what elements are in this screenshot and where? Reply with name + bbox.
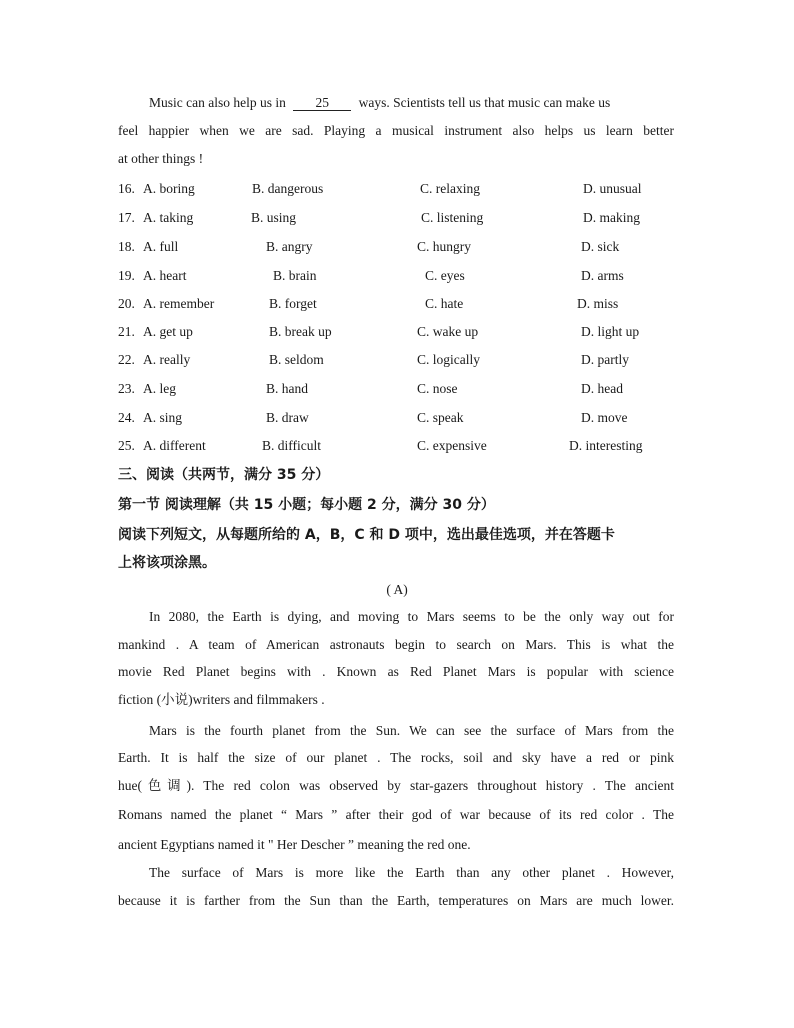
question-number: 16. [118,181,135,196]
option-d: D. head [581,381,623,396]
option-b: B. angry [266,239,313,254]
cloze-line-3: at other things ! [118,151,204,166]
passage-line: mankind . A team of American astronauts begin to search on Mars. This is what the [118,637,674,652]
option-b: B. seldom [269,352,324,367]
option-c: C. wake up [417,324,479,339]
option-d: D. making [583,210,640,225]
question-number: 17. [118,210,135,225]
option-c: C. relaxing [420,181,480,196]
option-b: B. using [251,210,297,225]
option-a: A. different [143,438,206,453]
option-a: A. remember [143,296,215,311]
option-a: A. leg [143,381,176,396]
option-c: C. nose [417,381,458,396]
question-number: 21. [118,324,135,339]
passage-line: Earth. It is half the size of our planet . The rocks, soil and sky have a red or pink [118,750,674,765]
question-number: 25. [118,438,135,453]
option-c: C. listening [421,210,484,225]
cloze-line-1 [118,94,674,112]
passage-line: because it is farther from the Sun than the Earth, temperatures on Mars are much lower. [118,893,674,908]
question-number: 22. [118,352,135,367]
passage-line: fiction (小说)writers and filmmakers . [118,692,325,707]
option-b: B. difficult [262,438,321,453]
option-d: D. partly [581,352,629,367]
option-c: C. expensive [417,438,487,453]
cloze-line-2: feel happier when we are sad. Playing a musical instrument also helps us learn better [118,123,674,138]
option-a: A. heart [143,268,187,283]
option-c: C. speak [417,410,464,425]
cloze-text: ways. Scientists tell us that music can make us [358,95,611,110]
option-b: B. hand [266,381,308,396]
option-b: B. brain [273,268,317,283]
question-number: 23. [118,381,135,396]
question-number: 20. [118,296,135,311]
option-d: D. interesting [569,438,643,453]
passage-line: Mars is the fourth planet from the Sun. We can see the surface of Mars from the [149,723,674,738]
option-a: A. get up [143,324,193,339]
option-b: B. draw [266,410,309,425]
option-a: A. really [143,352,191,367]
option-c: C. eyes [425,268,465,283]
passage-line: In 2080, the Earth is dying, and moving to Mars seems to be the only way out for [149,609,674,624]
question-number: 24. [118,410,135,425]
part-title: 第一节 阅读理解（共 15 小题；每小题 2 分，满分 30 分） [118,497,495,513]
instruction-line-1: 阅读下列短文，从每题所给的 A，B，C 和 D 项中，选出最佳选项，并在答题卡 [118,527,615,543]
option-d: D. arms [581,268,624,283]
option-b: B. break up [269,324,332,339]
option-a: A. taking [143,210,194,225]
section-heading: 三、阅读（共两节，满分 35 分） [118,467,330,483]
option-c: C. hate [425,296,464,311]
passage-label: ( A) [386,582,408,597]
option-d: D. unusual [583,181,642,196]
question-number: 19. [118,268,135,283]
instruction-line-2: 上将该项涂黑。 [118,555,216,571]
option-a: A. sing [143,410,183,425]
cloze-text: Music can also help us in [149,95,286,110]
option-a: A. boring [143,181,195,196]
question-number: 18. [118,239,135,254]
passage-line: movie Red Planet begins with . Known as Red Planet Mars is popular with science [118,664,674,679]
option-d: D. miss [577,296,619,311]
passage-line: hue(色调). The red colon was observed by star-gazers throughout history . The ancient [118,778,674,793]
option-d: D. sick [581,239,620,254]
answer-blank: 25 [293,96,351,111]
option-a: A. full [143,239,179,254]
option-d: D. light up [581,324,640,339]
option-c: C. logically [417,352,480,367]
passage-line: The surface of Mars is more like the Earth than any other planet . However, [149,865,674,880]
passage-line: ancient Egyptians named it " Her Descher ” meaning the red one. [118,837,471,852]
option-c: C. hungry [417,239,471,254]
passage-line: Romans named the planet “ Mars ” after their god of war because of its red color . The [118,807,674,822]
option-b: B. forget [269,296,317,311]
option-d: D. move [581,410,628,425]
option-b: B. dangerous [252,181,324,196]
